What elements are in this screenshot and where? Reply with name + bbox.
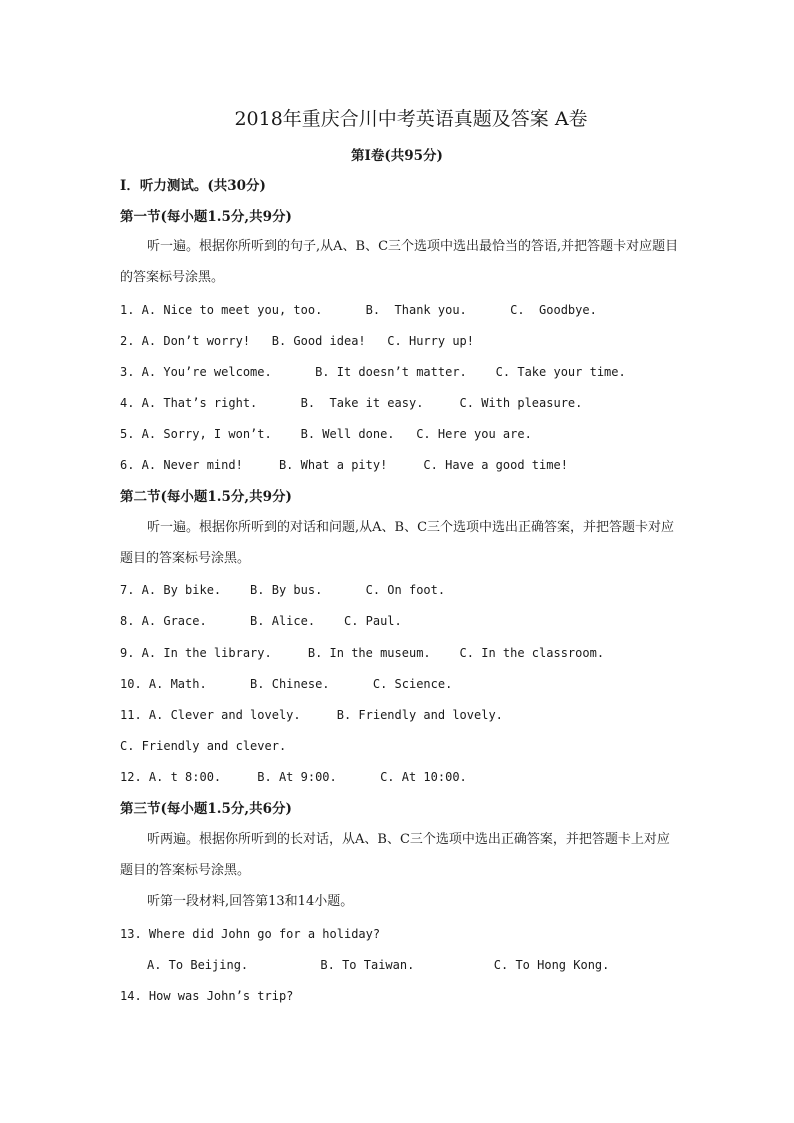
question-item: C. Friendly and clever. bbox=[120, 739, 287, 753]
section3-sub-instruction: 听第一段材料,回答第13和14小题。 bbox=[147, 894, 354, 909]
question-item: 1. A. Nice to meet you, too. B. Thank you. C. Goodbye. bbox=[120, 303, 597, 317]
question-item: 9. A. In the library. B. In the museum. C. In the classroom. bbox=[120, 646, 605, 660]
question-item: 10. A. Math. B. Chinese. C. Science. bbox=[120, 677, 453, 691]
question-item: 2. A. Don’t worry! B. Good idea! C. Hurry up! bbox=[120, 334, 475, 348]
question-item: 13. Where did John go for a holiday? bbox=[120, 927, 381, 941]
paper-subtitle: 第Ⅰ卷(共95分) bbox=[351, 148, 443, 164]
question-options: A. To Beijing. B. To Taiwan. C. To Hong Kong. bbox=[147, 958, 610, 972]
section2-instruction: 听一遍。根据你所听到的对话和问题,从A、B、C三个选项中选出正确答案，并把答题卡对应题目的答案标号涂黑。 bbox=[120, 520, 675, 566]
section1-heading: 第一节(每小题1.5分,共9分) bbox=[120, 209, 292, 225]
question-item: 3. A. You’re welcome. B. It doesn’t matter. C. Take your time. bbox=[120, 365, 626, 379]
section3-heading: 第三节(每小题1.5分,共6分) bbox=[120, 801, 292, 817]
question-item: 6. A. Never mind! B. What a pity! C. Have a good time! bbox=[120, 458, 568, 472]
question-item: 11. A. Clever and lovely. B. Friendly and lovely. bbox=[120, 708, 503, 722]
question-item: 5. A. Sorry, I won’t. B. Well done. C. Here you are. bbox=[120, 427, 532, 441]
question-item: 7. A. By bike. B. By bus. C. On foot. bbox=[120, 583, 446, 597]
question-item: 8. A. Grace. B. Alice. C. Paul. bbox=[120, 614, 402, 628]
question-item: 4. A. That’s right. B. Take it easy. C. With pleasure. bbox=[120, 396, 583, 410]
page-title: 2018年重庆合川中考英语真题及答案 A卷 bbox=[234, 108, 588, 130]
section1-instruction: 听一遍。根据你所听到的句子,从A、B、C三个选项中选出最恰当的答语,并把答题卡对应题目的答案标号涂黑。 bbox=[120, 239, 679, 285]
part1-heading: Ⅰ．听力测试。(共30分) bbox=[120, 178, 266, 194]
section2-heading: 第二节(每小题1.5分,共9分) bbox=[120, 489, 292, 505]
section3-instruction: 听两遍。根据你所听到的长对话，从A、B、C三个选项中选出正确答案，并把答题卡上对应题目的答案标号涂黑。 bbox=[120, 832, 670, 878]
question-item: 14. How was John’s trip? bbox=[120, 989, 294, 1003]
question-item: 12. A. t 8:00. B. At 9:00. C. At 10:00. bbox=[120, 770, 467, 784]
